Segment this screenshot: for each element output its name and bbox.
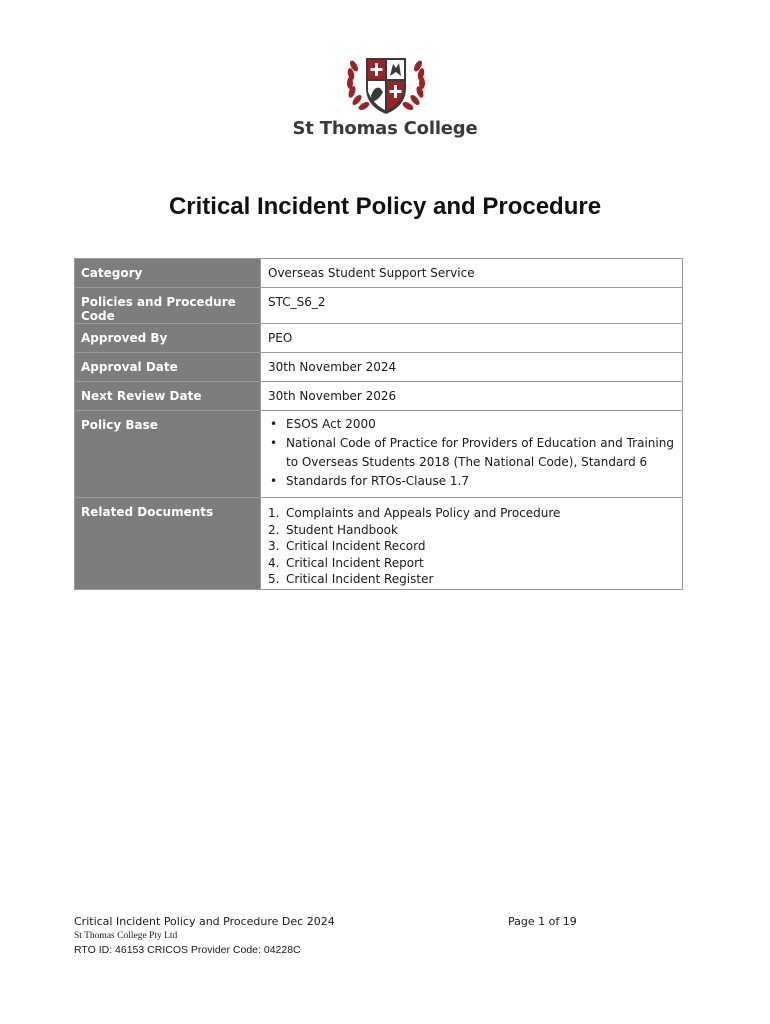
list-item: 4. Critical Incident Report [268, 555, 424, 570]
bullet-icon: • [270, 474, 278, 488]
row-label: Approval Date [75, 353, 261, 382]
list-item: 3. Critical Incident Record [268, 539, 426, 554]
row-label: Related Documents [75, 498, 261, 590]
row-label: Policies and Procedure Code [75, 288, 261, 324]
policy-base-list [268, 415, 675, 491]
table-row-related-documents [75, 498, 683, 590]
table-row-category [75, 259, 683, 288]
list-item: • National Code of Practice for Providers of Education and Training to Overseas Students 2018 (The National Code), Standard 6 [270, 436, 674, 469]
bullet-icon: • [270, 436, 278, 450]
row-value: 30th November 2024 [261, 353, 683, 382]
row-value [261, 498, 683, 590]
row-value [261, 411, 683, 498]
footer-company: St Thomas College Pty Ltd [74, 931, 178, 941]
policy-info-table [74, 258, 683, 590]
row-value: Overseas Student Support Service [261, 259, 683, 288]
table-row-code [75, 288, 683, 324]
row-label: Approved By [75, 324, 261, 353]
row-label: Category [75, 259, 261, 288]
row-value: STC_S6_2 [261, 288, 683, 324]
row-label: Next Review Date [75, 382, 261, 411]
bullet-icon: • [270, 417, 278, 431]
list-item: • ESOS Act 2000 [268, 415, 675, 434]
related-documents-list [268, 505, 675, 588]
footer-document-line: Critical Incident Policy and Procedure Dec 2024 [74, 915, 335, 928]
list-item: 1. Complaints and Appeals Policy and Procedure [268, 506, 561, 520]
footer-ids: RTO ID: 46153 CRICOS Provider Code: 04228C [74, 944, 301, 956]
list-item: 5. Critical Incident Register [268, 572, 434, 587]
table-row-approved-by [75, 324, 683, 353]
college-name: St Thomas College [292, 118, 478, 139]
row-value: 30th November 2026 [261, 382, 683, 411]
table-row-next-review-date [75, 382, 683, 411]
document-title: Critical Incident Policy and Procedure [168, 193, 602, 220]
list-item: 2. Student Handbook [268, 522, 398, 537]
row-label: Policy Base [75, 411, 261, 498]
college-crest-logo [344, 52, 428, 118]
row-value: PEO [261, 324, 683, 353]
footer-page-number: Page 1 of 19 [508, 915, 577, 928]
table-row-approval-date [75, 353, 683, 382]
list-item: • Standards for RTOs-Clause 1.7 [268, 472, 675, 491]
table-row-policy-base [75, 411, 683, 498]
